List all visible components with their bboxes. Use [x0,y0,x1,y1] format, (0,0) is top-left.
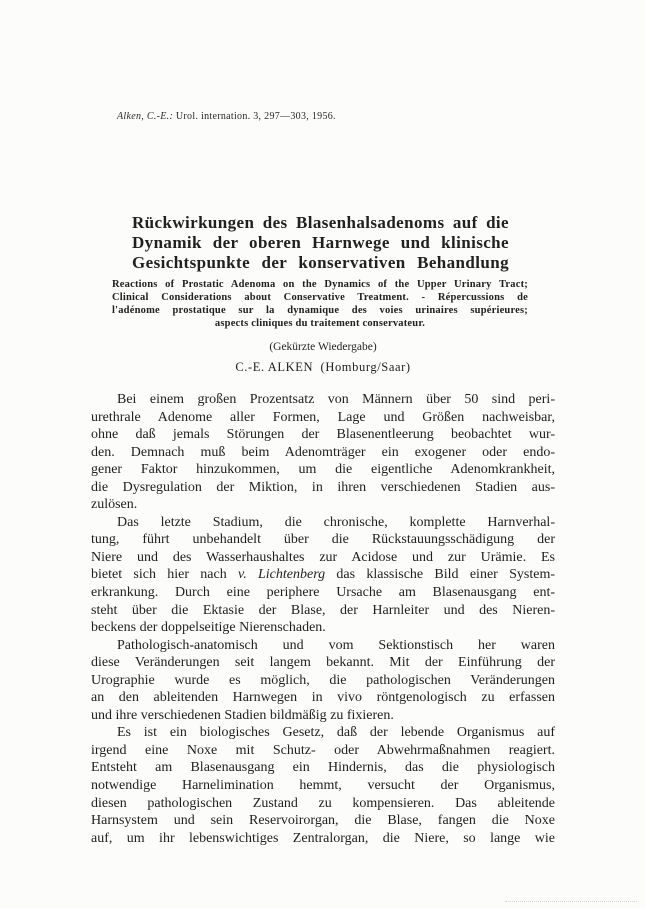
text-line: Urographie wurde es möglich, die pathologischen Veränderungen [91,672,555,688]
text-line: Bei einem großen Prozentsatz von Männern über 50 sind peri- [117,392,555,407]
text-line: Entsteht am Blasenausgang ein Hindernis, das die physiologisch [91,760,555,776]
article-title [132,213,509,273]
abridged-note: (Gekürzte Wiedergabe) [269,341,377,353]
text-line: Niere und des Wasserhaushaltes zur Acidose und zur Urämie. Es [91,549,555,565]
subtitle-line-2: Clinical Considerations about Conservative Treatment. - Répercussions de [112,292,528,303]
text-line: beckens der doppelseitige Nierenschaden. [91,620,326,636]
text-line: urethrale Adenome aller Formen, Lage und Größen nachweisbar, [91,409,555,425]
text-line: bietet sich hier nach v. Lichtenberg das klassische Bild einer System- [91,567,556,583]
text-line: tung, führt unbehandelt über die Rückstauungsschädigung der [91,532,555,548]
text-line: Es ist ein biologisches Gesetz, daß der lebende Organismus auf [117,725,555,741]
text-line: und ihre verschiedenen Stadien bildmäßig zu fixieren. [91,707,394,723]
subtitle-line-3: l'adénome prostatique sur la dynamique des voies urinaires supérieures; [112,305,528,316]
subtitle-line-4: aspects cliniques du traitement conservateur. [214,318,426,329]
text-line: erkrankung. Durch eine periphere Ursache am Blasenausgang ent- [91,585,555,601]
scan-noise-artifact [505,901,637,902]
article-body [91,391,555,847]
article-subtitle-translations [112,278,528,330]
text-line: notwendige Harnelimination hemmt, versucht der Organismus, [91,778,555,794]
text-line: gener Faktor hinzukommen, um die eigentliche Adenomkrankheit, [91,462,555,478]
text-line: irgend eine Noxe mit Schutz- oder Abwehrmaßnahmen reagiert. [91,742,555,758]
text-line: ohne daß jemals Störungen der Blasenentleerung beobachtet wur- [91,427,555,443]
journal-citation: Alken, C.-E.: Urol. internation. 3, 297—303, 1956. [117,111,336,122]
text-line: Harnsystem und sein Reservoirorgan, die Blase, fangen die Noxe [91,813,555,829]
paragraph-4 [91,724,555,847]
text-line: an den ableitenden Harnwegen in vivo röntgenologisch zu erfassen [91,690,555,706]
author-byline: C.-E. ALKEN (Homburg/Saar) [235,360,411,374]
title-line-1: Rückwirkungen des Blasenhalsadenoms auf die [132,213,509,232]
text-line: steht über die Ektasie der Blase, der Harnleiter und des Nieren- [91,602,555,618]
text-line: diese Veränderungen seit langem bekannt. Mit der Einführung der [91,655,555,671]
text-line: die Dysregulation der Miktion, in ihren verschiedenen Stadien aus- [91,479,555,495]
paragraph-3 [91,637,555,725]
text-line: zulösen. [91,497,138,513]
text-line: Das letzte Stadium, die chronische, komplette Harnverhal- [117,514,555,530]
title-line-2: Dynamik der oberen Harnwege und klinische [132,233,509,252]
text-line: den. Demnach muß beim Adenomträger ein exogener oder endo- [91,444,555,460]
text-line: Pathologisch-anatomisch und vom Sektionstisch her waren [117,637,555,653]
paragraph-1 [91,391,555,514]
title-line-3: Gesichtspunkte der konservativen Behandlung [132,253,509,272]
text-line: auf, um ihr lebenswichtiges Zentralorgan, die Niere, so lange wie [91,830,555,846]
text-line: diesen pathologischen Zustand zu kompensieren. Das ableitende [91,795,555,811]
paragraph-2 [91,514,555,637]
subtitle-line-1: Reactions of Prostatic Adenoma on the Dynamics of the Upper Urinary Tract; [112,279,528,290]
